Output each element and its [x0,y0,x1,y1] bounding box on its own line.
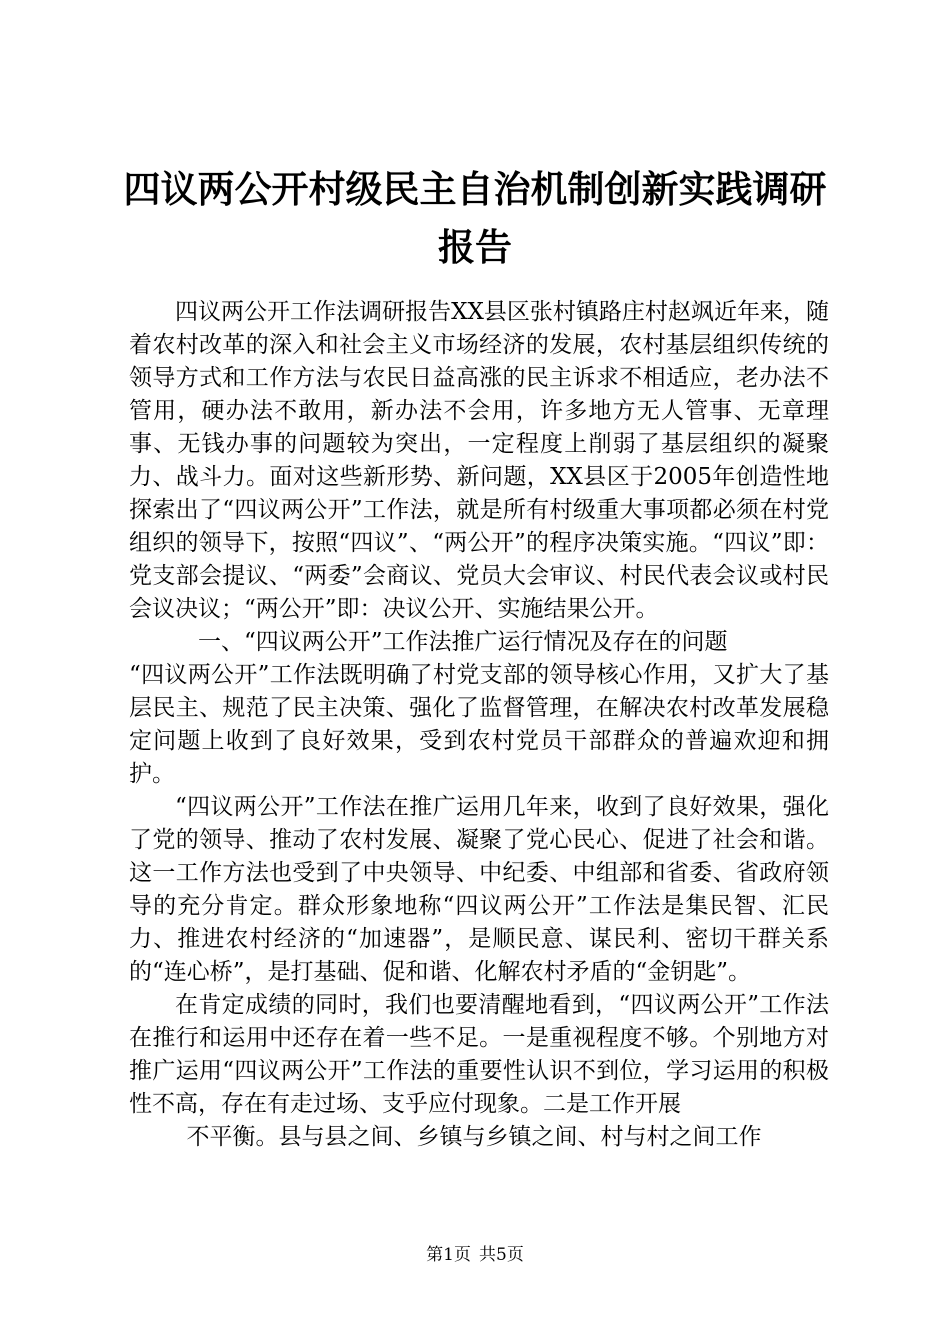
page-footer [0,1244,950,1266]
section-heading-1: 一、“四议两公开”工作法推广运行情况及存在的问题 [198,629,728,655]
document-title: 四议两公开村级民主自治机制创新实践调研报告 [123,167,827,269]
page-total: 共5页 [479,1245,524,1265]
paragraph-achievements: “四议两公开”工作法在推广运用几年来，收到了良好效果，强化了党的领导、推动了农村发展、凝聚了党心民心、促进了社会和谐。这一工作方法也受到了中央领导、中纪委、中组部和省委、省政府领导的充分肯定。群众形象地称“四议两公开”工作法是集民智、汇民力、推进农村经济的“加速器”，是顺民意、谋民利、密切干群关系的“连心桥”，是打基础、促和谐、化解农村矛盾的“金钥匙”。 [129,794,829,985]
paragraph-intro: 四议两公开工作法调研报告XX县区张村镇路庄村赵飒近年来，随着农村改革的深入和社会主义市场经济的发展，农村基层组织传统的领导方式和工作方法与农民日益高涨的民主诉求不相适应，老办法不管用，硬办法不敢用，新办法不会用，许多地方无人管事、无章理事、无钱办事的问题较为突出，一定程度上削弱了基层组织的凝聚力、战斗力。面对这些新形势、新问题，XX县区于2005年创造性地探索出了“四议两公开”工作法，就是所有村级重大事项都必须在村党组织的领导下，按照“四议”、“两公开”的程序决策实施。“四议”即：党支部会提议、“两委”会商议、党员大会审议、村民代表会议或村民会议决议；“两公开”即：决议公开、实施结果公开。 [129,299,829,622]
paragraph-shortcomings: 在肯定成绩的同时，我们也要清醒地看到，“四议两公开”工作法在推行和运用中还存在着一些不足。一是重视程度不够。个别地方对推广运用“四议两公开”工作法的重要性认识不到位，学习运用的积极性不高，存在有走过场、支乎应付现象。二是工作开展 [129,992,829,1117]
page-number: 第1页 [426,1245,471,1265]
document-body [129,296,829,1154]
paragraph-imbalance: 不平衡。县与县之间、乡镇与乡镇之间、村与村之间工作 [186,1124,762,1150]
paragraph-effect: “四议两公开”工作法既明确了村党支部的领导核心作用，又扩大了基层民主、规范了民主决策、强化了监督管理，在解决农村改革发展稳定问题上收到了良好效果，受到农村党员干部群众的普遍欢迎和拥护。 [129,662,829,787]
